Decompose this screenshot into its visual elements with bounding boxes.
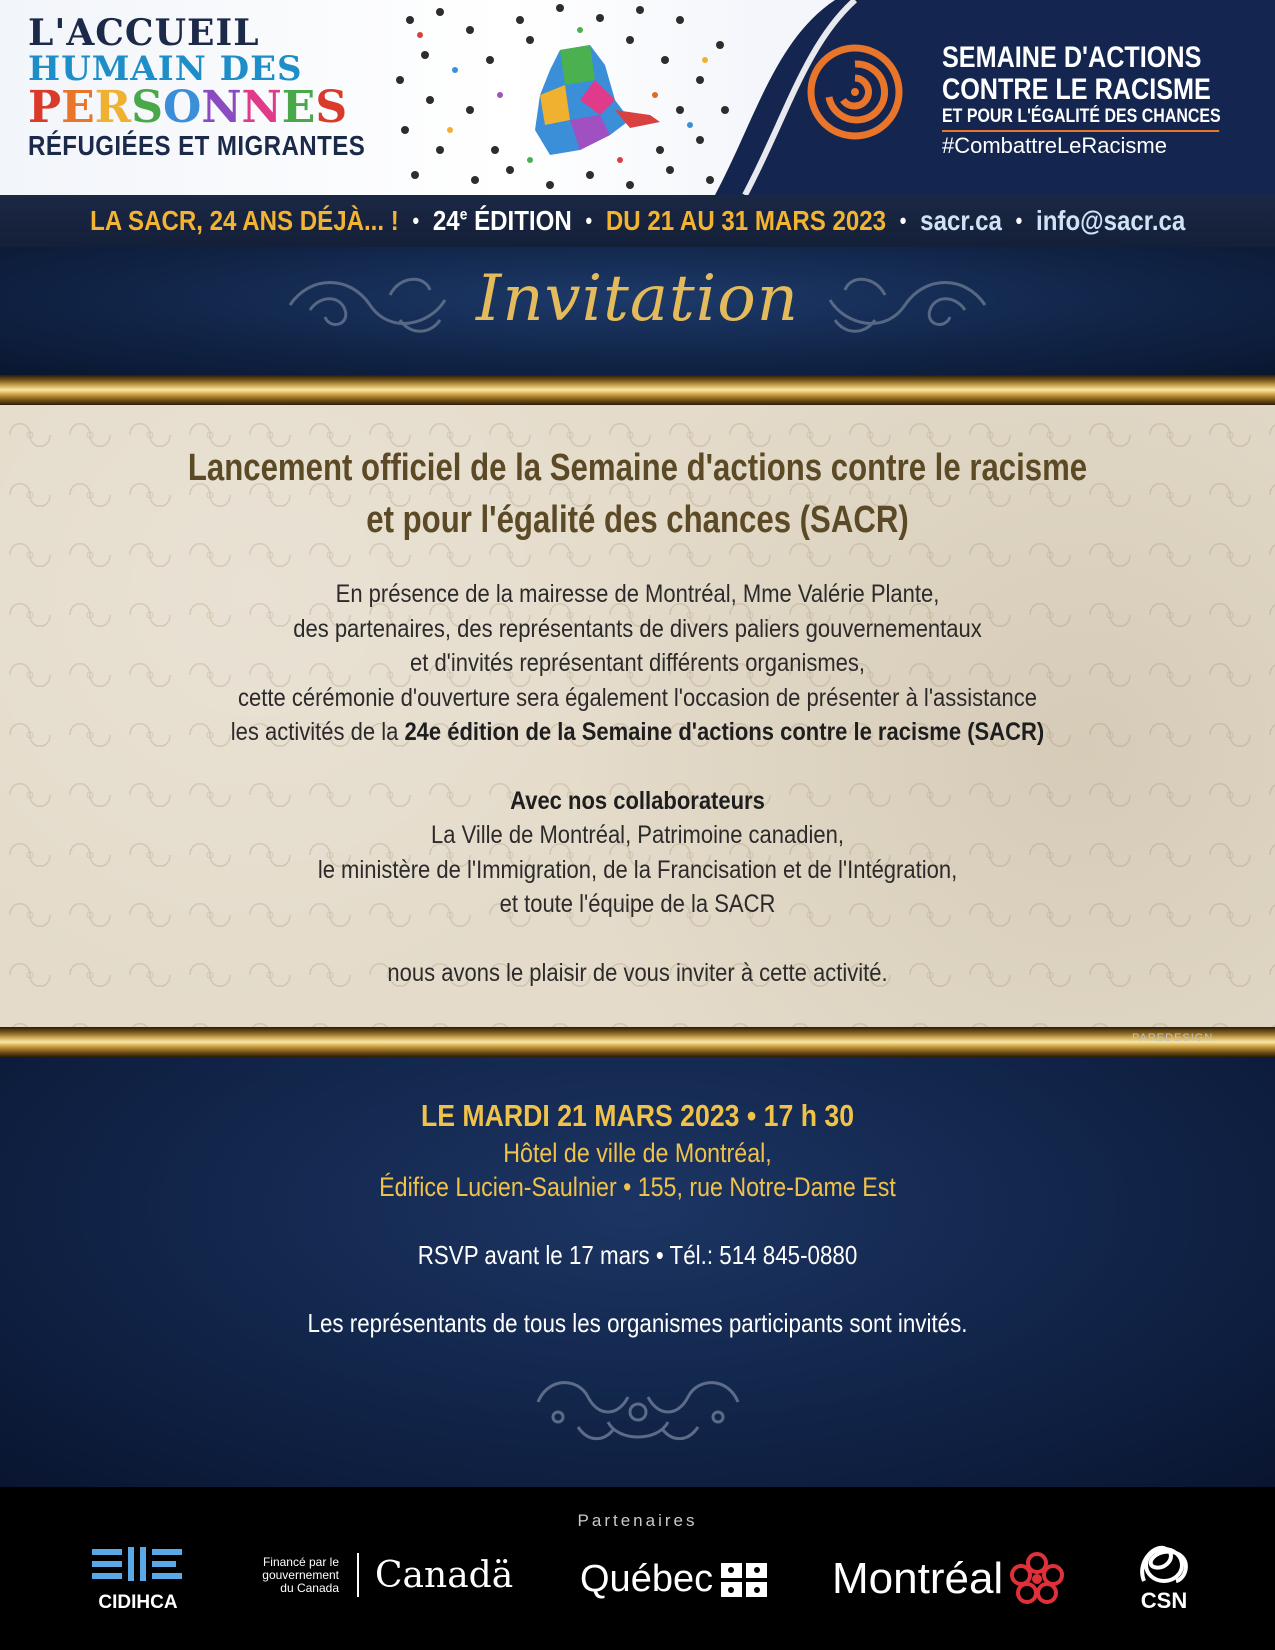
montreal-wordmark: Montréal bbox=[832, 1554, 1004, 1603]
canada-funding-text: Financé par le gouvernement du Canada bbox=[262, 1554, 339, 1595]
cidihca-logo-icon bbox=[92, 1545, 184, 1585]
design-credit: PAREDESIGN bbox=[1132, 1032, 1214, 1044]
anniversary-text: LA SACR, 24 ANS DÉJÀ... ! bbox=[89, 205, 399, 236]
event-details bbox=[0, 1096, 1275, 1340]
event-heading-line1: Lancement officiel de la Semaine d'actions contre le racisme bbox=[187, 447, 1088, 489]
sacr-spiral-logo-icon bbox=[805, 42, 905, 142]
csn-logo[interactable] bbox=[1136, 1541, 1192, 1614]
event-date-time: LE MARDI 21 MARS 2023 • 17 h 30 bbox=[420, 1098, 855, 1133]
separator: • bbox=[412, 208, 419, 233]
csn-knot-icon bbox=[1136, 1541, 1192, 1587]
event-place-line2: Édifice Lucien-Saulnier • 155, rue Notre-Dame Est bbox=[379, 1172, 896, 1202]
collab-line: et toute l'équipe de la SACR bbox=[499, 890, 776, 918]
website-link[interactable]: sacr.ca bbox=[919, 205, 1002, 236]
collab-heading: Avec nos collaborateurs bbox=[510, 786, 765, 815]
left-title-line4: RÉFUGIÉES ET MIGRANTES bbox=[28, 130, 366, 161]
ornament-icon bbox=[518, 1372, 758, 1452]
right-title-line3: ET POUR L'ÉGALITÉ DES CHANCES bbox=[942, 106, 1219, 132]
cidihca-label: CIDIHCA bbox=[98, 1592, 178, 1613]
partners-label: Partenaires bbox=[577, 1511, 698, 1530]
collab-line: La Ville de Montréal, Patrimoine canadien, bbox=[431, 821, 844, 849]
event-heading-line2: et pour l'égalité des chances (SACR) bbox=[366, 499, 909, 541]
gold-bar-bottom bbox=[0, 1027, 1275, 1057]
quebec-logo[interactable] bbox=[580, 1558, 767, 1601]
canada-logo[interactable] bbox=[247, 1553, 513, 1597]
event-description bbox=[0, 577, 1275, 990]
crowd-quebec-map-image bbox=[380, 0, 760, 195]
canada-divider bbox=[357, 1553, 359, 1597]
hashtag: #CombattreLeRacisme bbox=[942, 133, 1167, 158]
separator: • bbox=[899, 208, 907, 233]
gold-bar-top bbox=[0, 375, 1275, 405]
left-title-line1: L'ACCUEIL bbox=[28, 12, 260, 54]
left-title-block bbox=[28, 14, 388, 162]
montreal-logo[interactable] bbox=[832, 1551, 1065, 1607]
edition-highlight: 24e édition de la Semaine d'actions contre le racisme (SACR) bbox=[404, 718, 1045, 746]
right-title-block bbox=[942, 42, 1262, 160]
body-line: et d'invités représentant différents organismes, bbox=[409, 649, 866, 677]
event-place-line1: Hôtel de ville de Montréal, bbox=[503, 1138, 772, 1168]
body-line-last: les activités de la 24e édition de la Semaine d'actions contre le racisme (SACR) bbox=[230, 718, 1045, 746]
separator: • bbox=[1015, 208, 1023, 233]
body-line: En présence de la mairesse de Montréal, Mme Valérie Plante, bbox=[335, 580, 940, 608]
info-strip bbox=[0, 195, 1275, 247]
email-link[interactable]: info@sacr.ca bbox=[1035, 205, 1186, 236]
left-title-line2: HUMAIN DES bbox=[28, 49, 303, 89]
right-title-line2: CONTRE LE RACISME bbox=[942, 73, 1211, 106]
body-line: des partenaires, des représentants de divers paliers gouvernementaux bbox=[293, 614, 982, 643]
left-title-line3: PERSONNES bbox=[28, 82, 348, 133]
right-title-line1: SEMAINE D'ACTIONS bbox=[942, 41, 1202, 74]
invitation-title: Invitation bbox=[476, 262, 799, 336]
rsvp-line: RSVP avant le 17 mars • Tél.: 514 845-0880 bbox=[417, 1240, 858, 1270]
header-banner bbox=[0, 0, 1275, 195]
closing-line: nous avons le plaisir de vous inviter à cette activité. bbox=[387, 958, 888, 987]
cidihca-logo[interactable] bbox=[92, 1545, 184, 1614]
edition-text: 24e ÉDITION bbox=[432, 205, 572, 236]
quebec-fleurdelis-icon bbox=[721, 1563, 767, 1597]
collab-line: le ministère de l'Immigration, de la Francisation et de l'Intégration, bbox=[317, 855, 958, 884]
separator: • bbox=[585, 208, 592, 233]
invitees-note: Les représentants de tous les organismes participants sont invités. bbox=[307, 1308, 968, 1338]
montreal-rose-icon bbox=[1009, 1551, 1065, 1607]
body-line: cette cérémonie d'ouverture sera également l'occasion de présenter à l'assistance bbox=[238, 683, 1037, 712]
event-heading bbox=[0, 442, 1275, 546]
canada-wordmark: Canadä bbox=[375, 1554, 514, 1596]
csn-label: CSN bbox=[1140, 1588, 1188, 1613]
quebec-wordmark: Québec bbox=[580, 1558, 714, 1600]
dates-text: DU 21 AU 31 MARS 2023 bbox=[605, 205, 886, 236]
